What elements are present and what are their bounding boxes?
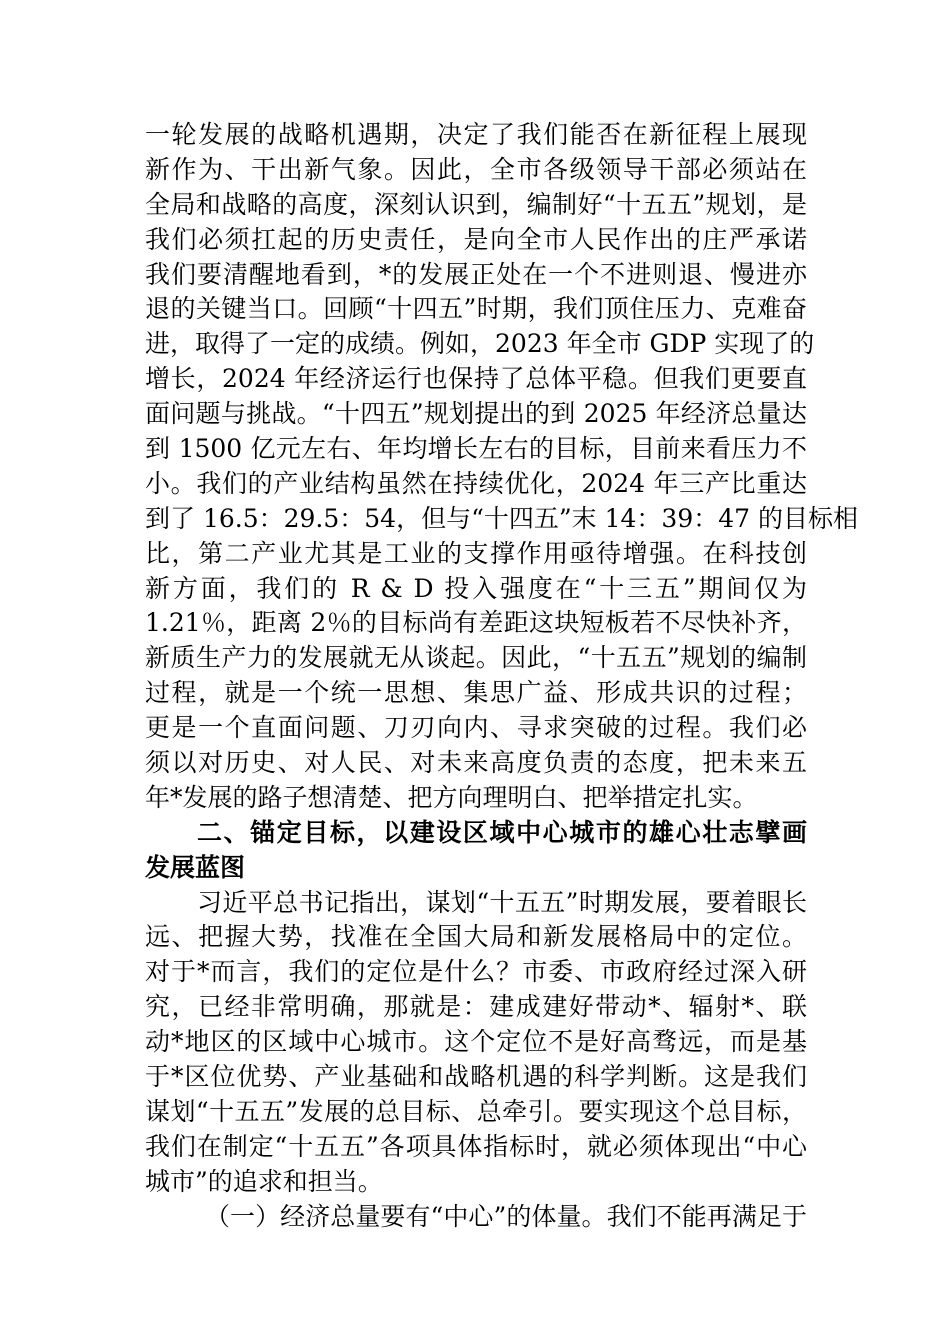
section-heading — [145, 816, 807, 886]
heading-line: 发展蓝图 — [145, 852, 246, 882]
text-line: 小。我们的产业结构虽然在持续优化，2024 年三产比重达 — [145, 468, 807, 498]
text-line: 面问题与挑战。“十四五”规划提出的到 2025 年经济总量达 — [145, 399, 807, 429]
text-line: 须以对历史、对人民、对未来高度负责的态度，把未来五 — [145, 748, 807, 778]
text-line: 增长，2024 年经济运行也保持了总体平稳。但我们更要直 — [145, 364, 807, 394]
text-line: 比，第二产业尤其是工业的支撑作用亟待增强。在科技创 — [145, 538, 807, 568]
text-line: 于*区位优势、产业基础和战略机遇的科学判断。这是我们 — [145, 1062, 807, 1092]
text-line: 我们在制定“十五五”各项具体指标时，就必须体现出“中心 — [145, 1131, 807, 1161]
text-line: 新质生产力的发展就无从谈起。因此，“十五五”规划的编制 — [145, 643, 807, 673]
text-line: 进，取得了一定的成绩。例如，2023 年全市 GDP 实现了的 — [145, 329, 815, 359]
text-line: 城市”的追求和担当。 — [145, 1166, 383, 1196]
text-line: 过程，就是一个统一思想、集思广益、形成共识的过程； — [145, 678, 807, 708]
text-line: 动*地区的区域中心城市。这个定位不是好高骛远，而是基 — [145, 1027, 807, 1057]
text-line: （一）经济总量要有“中心”的体量。我们不能再满足于 — [205, 1201, 807, 1231]
text-line: 全局和战略的高度，深刻认识到，编制好“十五五”规划，是 — [145, 189, 807, 219]
text-line: 我们要清醒地看到，*的发展正处在一个不进则退、慢进亦 — [145, 259, 807, 289]
text-line: 退的关键当口。回顾“十四五”时期，我们顶住压力、克难奋 — [145, 294, 807, 324]
text-line: 新作为、干出新气象。因此，全市各级领导干部必须站在 — [145, 154, 807, 184]
text-line: 1.21％，距离 2％的目标尚有差距这块短板若不尽快补齐， — [145, 608, 807, 638]
document-page — [145, 118, 858, 1235]
heading-line: 二、锚定目标，以建设区域中心城市的雄心壮志擘画 — [197, 817, 807, 847]
text-line: 到 1500 亿元左右、年均增长左右的目标，目前来看压力不 — [145, 434, 807, 464]
subsection-heading — [145, 1200, 807, 1235]
text-line: 对于*而言，我们的定位是什么？市委、市政府经过深入研 — [145, 957, 807, 987]
text-line: 习近平总书记指出，谋划“十五五”时期发展，要着眼长 — [197, 887, 807, 917]
text-line: 到了 16.5：29.5：54，但与“十四五”末 14：39：47 的目标相 — [145, 503, 858, 533]
text-line: 一轮发展的战略机遇期，决定了我们能否在新征程上展现 — [145, 120, 807, 149]
text-line: 新方面，我们的 R & D 投入强度在“十三五”期间仅为 — [145, 573, 807, 603]
text-line: 远、把握大势，找准在全国大局和新发展格局中的定位。 — [145, 922, 807, 952]
text-line: 更是一个直面问题、刀刃向内、寻求突破的过程。我们必 — [145, 713, 807, 743]
text-line: 我们必须扛起的历史责任，是向全市人民作出的庄严承诺 — [145, 224, 807, 254]
paragraph-positioning — [145, 886, 807, 1200]
paragraph-situation — [145, 118, 858, 816]
text-line: 谋划“十五五”发展的总目标、总牵引。要实现这个总目标， — [145, 1096, 807, 1126]
text-line: 究，已经非常明确，那就是：建成建好带动*、辐射*、联 — [145, 992, 807, 1022]
text-line: 年*发展的路子想清楚、把方向理明白、把举措定扎实。 — [145, 782, 758, 812]
